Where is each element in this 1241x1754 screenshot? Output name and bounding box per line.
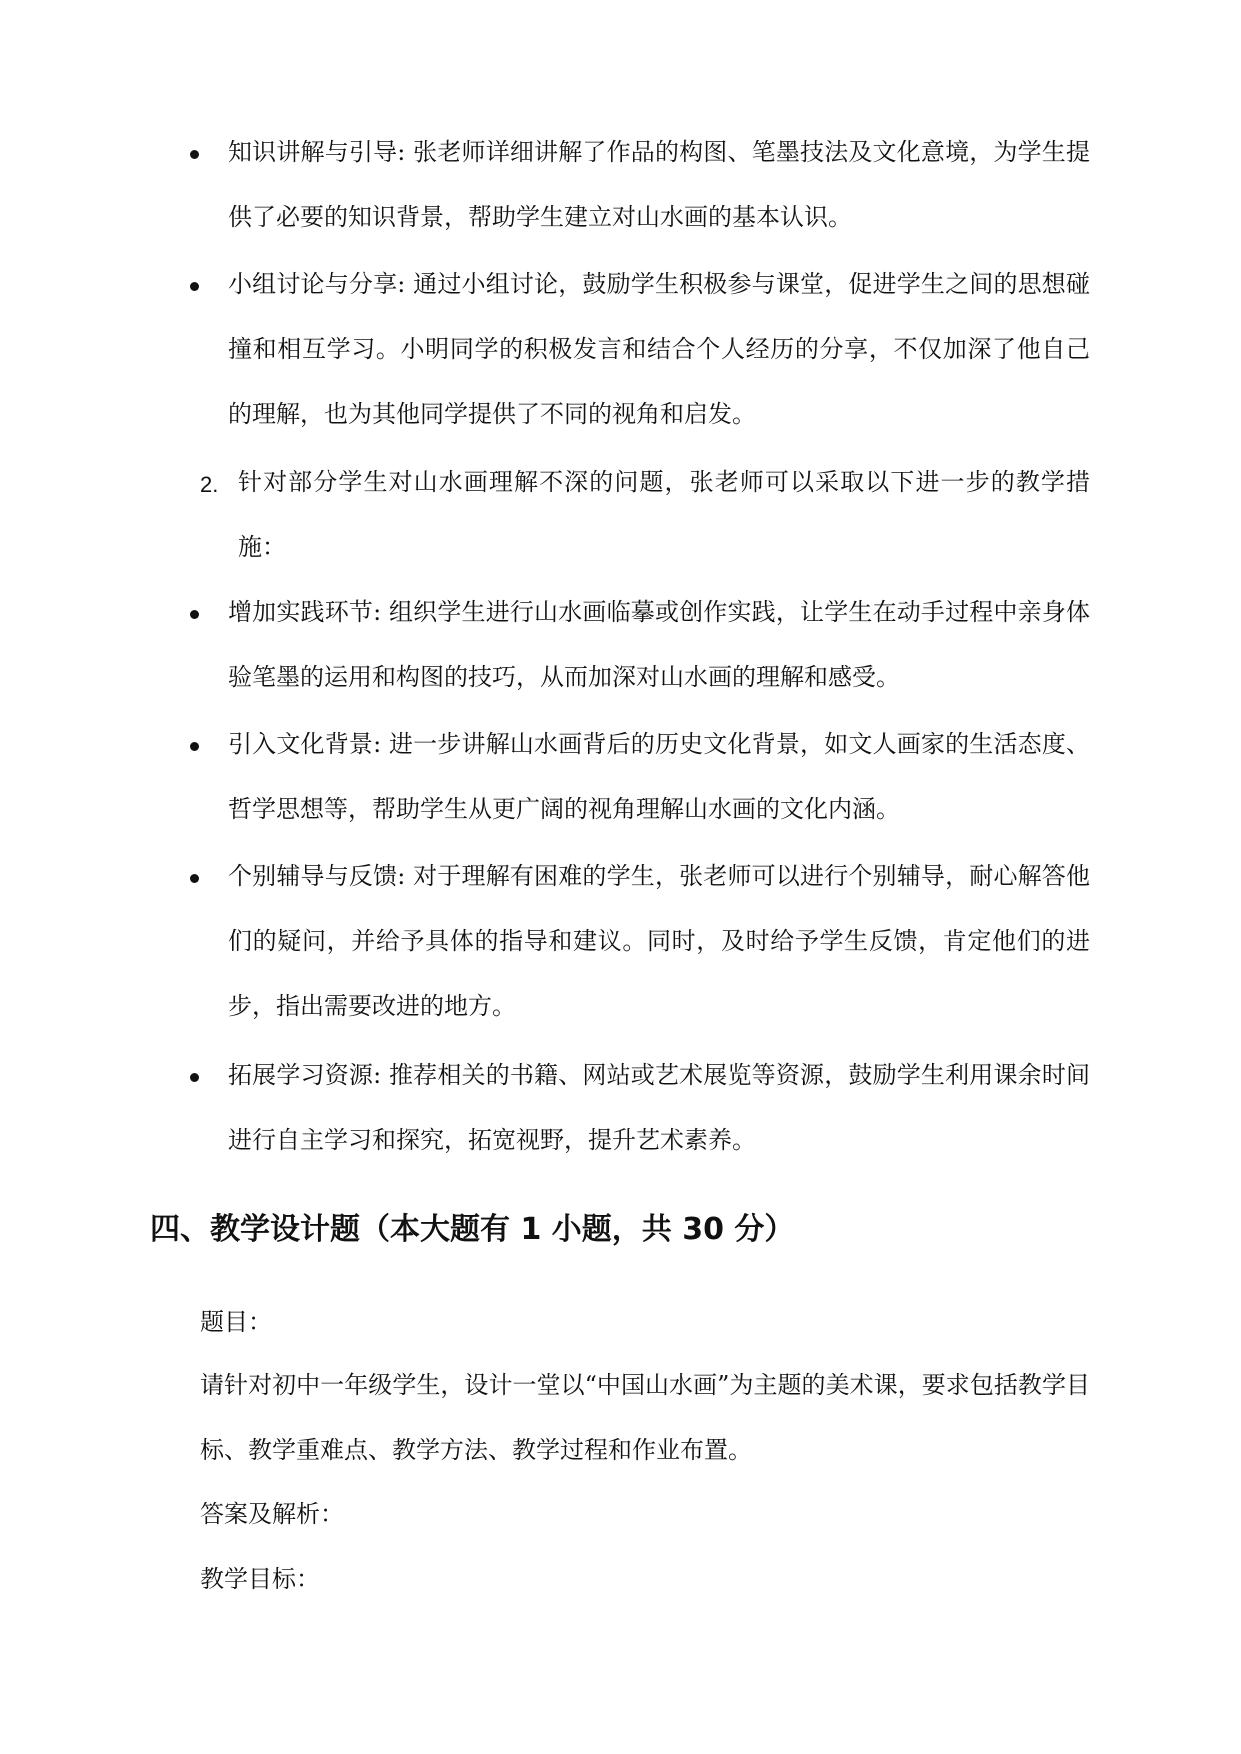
bullet-text: 推荐相关的书籍、网站或艺术展览等资源，鼓励学生利用课余时间进行自主学习和探究，拓宽视野，提升艺术素养。 (228, 1061, 1090, 1154)
bullet-label: 拓展学习资源: (228, 1061, 382, 1089)
question-text: 请针对初中一年级学生，设计一堂以“中国山水画”为主题的美术课，要求包括教学目标、教学重难点、教学方法、教学过程和作业布置。 (200, 1371, 1090, 1464)
bullet-text: 进一步讲解山水画背后的历史文化背景，如文人画家的生活态度、哲学思想等，帮助学生从更广阔的视角理解山水画的文化内涵。 (228, 730, 1090, 823)
bullet-dot-icon (190, 150, 199, 159)
bullet-dot-icon (190, 1073, 199, 1082)
bullet-label: 小组讨论与分享: (228, 270, 406, 298)
section-heading: 四、教学设计题（本大题有 1 小题，共 30 分） (150, 1212, 795, 1247)
bullet-label: 知识讲解与引导: (228, 138, 406, 166)
bullet-text: 张老师详细讲解了作品的构图、笔墨技法及文化意境，为学生提供了必要的知识背景，帮助学生建立对山水画的基本认识。 (228, 138, 1090, 231)
bullet-text: 组织学生进行山水画临摹或创作实践，让学生在动手过程中亲身体验笔墨的运用和构图的技巧，从而加深对山水画的理解和感受。 (228, 598, 1090, 691)
bullet-label: 引入文化背景: (228, 730, 382, 758)
bullet-dot-icon (190, 610, 199, 619)
answer-label: 答案及解析： (200, 1500, 344, 1528)
question-label: 题目： (200, 1308, 272, 1336)
numbered-item-text: 针对部分学生对山水画理解不深的问题，张老师可以采取以下进一步的教学措施： (238, 468, 1090, 561)
bullet-dot-icon (190, 742, 199, 751)
bullet-text: 通过小组讨论，鼓励学生积极参与课堂，促进学生之间的思想碰撞和相互学习。小明同学的积极发言和结合个人经历的分享，不仅加深了他自己的理解，也为其他同学提供了不同的视角和启发。 (228, 270, 1090, 428)
bullet-label: 增加实践环节: (228, 598, 382, 626)
bullet-label: 个别辅导与反馈: (228, 862, 406, 890)
bullet-text: 对于理解有困难的学生，张老师可以进行个别辅导，耐心解答他们的疑问，并给予具体的指导和建议。同时，及时给予学生反馈，肯定他们的进步，指出需要改进的地方。 (228, 862, 1090, 1020)
list-number: 2. (200, 472, 219, 497)
bullet-dot-icon (190, 282, 199, 291)
objectives-label: 教学目标： (200, 1565, 320, 1593)
bullet-dot-icon (190, 874, 199, 883)
